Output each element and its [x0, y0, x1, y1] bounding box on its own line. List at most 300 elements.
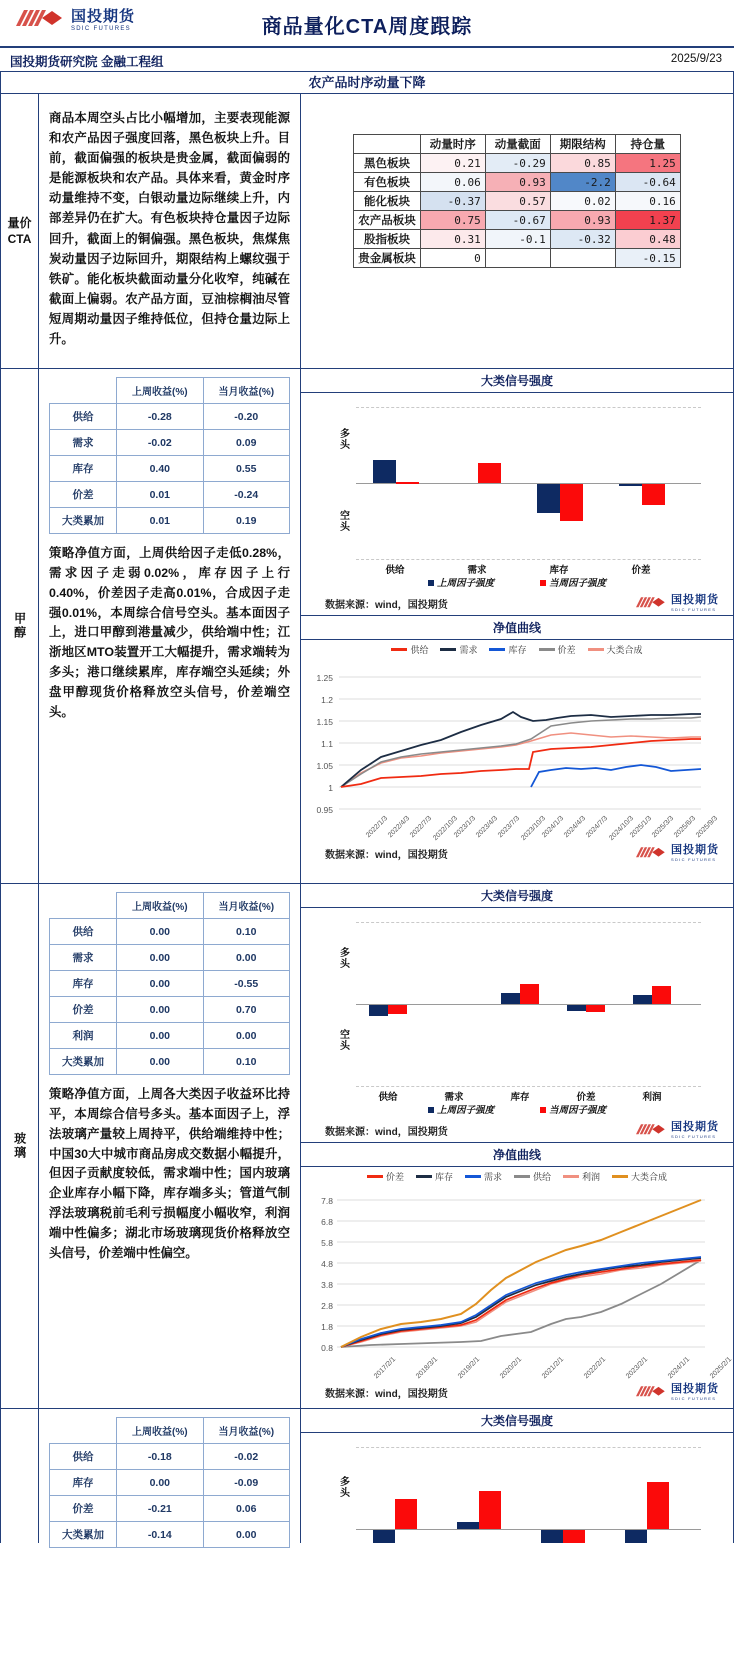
logo-mark-icon [634, 1123, 668, 1138]
methanol-line-chart [301, 640, 733, 865]
bar-prev-0 [369, 1005, 388, 1016]
mini-logo [634, 845, 719, 862]
perf-thismonth-2: 0.06 [203, 1496, 289, 1522]
perf-lastweek-3: -0.14 [117, 1522, 203, 1548]
glass-line-legend [301, 1167, 733, 1184]
table-header-row [50, 1418, 290, 1444]
xtick-3: 2020/2/1 [498, 1356, 524, 1381]
perf-thismonth-3: 0.70 [203, 997, 289, 1023]
report-subheader [0, 48, 734, 72]
bar-prev-1 [457, 1522, 479, 1529]
mini-logo-name: 国投期货 [671, 1121, 719, 1133]
line-legend-label-3: 供给 [533, 1172, 552, 1182]
department-label: 国投期货研究院 金融工程组 [10, 55, 164, 69]
line-legend-2 [489, 643, 526, 656]
perf-lastweek-3: 0.01 [117, 482, 203, 508]
section-methanol [0, 369, 734, 884]
line-legend-label-2: 需求 [483, 1172, 502, 1182]
methanol-bar-plot [311, 393, 723, 576]
matrix-col-3: 持仓量 [615, 135, 680, 154]
matrix-row-label-3: 农产品板块 [354, 211, 421, 230]
logo-mark-icon [634, 1385, 668, 1400]
ytick-3.8: 3.8 [321, 1280, 333, 1290]
bar-cur-2 [520, 984, 539, 1004]
mini-logo-name-en: SDIC FUTURES [671, 1396, 717, 1401]
matrix-cell-5-0: 0 [420, 249, 485, 268]
methanol-performance-table [49, 377, 290, 534]
axis-label-long: 多头 [340, 948, 350, 970]
bar-cur-1 [478, 463, 501, 483]
methanol-line-source: 数据来源：wind，国投期货 [325, 850, 448, 861]
section-price-volume-cta [0, 94, 734, 369]
xtick-12: 2025/1/3 [628, 815, 654, 840]
table-row [50, 1522, 290, 1548]
xtick-13: 2025/3/3 [650, 815, 676, 840]
bar-cur-2 [560, 484, 583, 521]
ytick-1.2: 1.2 [321, 695, 333, 705]
legend-label-prev: 上周因子强度 [436, 578, 494, 589]
matrix-cell-1-1: 0.93 [485, 173, 550, 192]
matrix-cell-0-1: -0.29 [485, 154, 550, 173]
line-legend-1 [440, 643, 477, 656]
xtick-0: 2022/1/3 [364, 815, 390, 840]
glass-line-chart-title: 净值曲线 [301, 1142, 733, 1167]
legend-label-cur: 当周因子强度 [549, 1105, 607, 1116]
table-header-row [50, 378, 290, 404]
line-legend-0 [367, 1170, 404, 1183]
table-row [50, 508, 290, 534]
matrix-cell-4-2: -0.32 [550, 230, 615, 249]
xtick-6: 2023/2/1 [624, 1356, 650, 1381]
methanol-line-plot [301, 657, 733, 842]
table-row [50, 945, 290, 971]
perf-lastweek-4: 0.00 [117, 1023, 203, 1049]
perf-thismonth-3: -0.24 [203, 482, 289, 508]
xtick-5: 2023/4/3 [474, 815, 500, 840]
mini-logo [634, 595, 719, 612]
line-legend-3 [514, 1170, 551, 1183]
xtick-1: 2022/4/3 [386, 815, 412, 840]
line-legend-4 [563, 1170, 600, 1183]
ytick-5.8: 5.8 [321, 1238, 333, 1248]
matrix-row-label-5: 贵金属板块 [354, 249, 421, 268]
matrix-row-label-0: 黑色板块 [354, 154, 421, 173]
perf-row-label-1: 需求 [50, 945, 117, 971]
glass-bar-chart [301, 908, 733, 1120]
matrix-cell-2-0: -0.37 [420, 192, 485, 211]
perf-thismonth-4: 0.00 [203, 1023, 289, 1049]
matrix-row-label-2: 能化板块 [354, 192, 421, 211]
table-header-row [50, 893, 290, 919]
matrix-cell-0-2: 0.85 [550, 154, 615, 173]
legend-item-cur [540, 1102, 606, 1116]
legend-item-prev [428, 575, 494, 589]
perf-lastweek-5: 0.00 [117, 1049, 203, 1075]
rail-text-cta: 量价CTA [7, 215, 32, 246]
axis-label-long: 多头 [340, 429, 350, 451]
xtick-6: 2023/7/3 [496, 815, 522, 840]
ytick-4.8: 4.8 [321, 1259, 333, 1269]
matrix-cell-3-3: 1.37 [615, 211, 680, 230]
bar-category-0: 供给 [378, 1092, 398, 1103]
line-legend-label-5: 大类合成 [631, 1172, 668, 1182]
xtick-0: 2017/2/1 [372, 1356, 398, 1381]
table-row [50, 404, 290, 430]
perf-lastweek-4: 0.01 [117, 508, 203, 534]
perf-lastweek-2: 0.40 [117, 456, 203, 482]
methanol-bar-chart [301, 393, 733, 593]
perf-lastweek-1: 0.00 [117, 945, 203, 971]
line-legend-5 [612, 1170, 667, 1183]
bar-cur-2 [563, 1530, 585, 1543]
section-rail-label [1, 94, 39, 368]
matrix-cell-1-0: 0.06 [420, 173, 485, 192]
matrix-cell-5-1 [485, 249, 550, 268]
ytick-1.15: 1.15 [316, 717, 333, 727]
ytick-6.8: 6.8 [321, 1217, 333, 1227]
line-legend-label-3: 价差 [557, 645, 576, 655]
bar-category-3: 价差 [631, 565, 651, 576]
headline-banner: 农产品时序动量下降 [0, 72, 734, 94]
xtick-1: 2018/3/1 [414, 1356, 440, 1381]
matrix-corner-cell [354, 135, 421, 154]
matrix-row-label-1: 有色板块 [354, 173, 421, 192]
bar-category-1: 需求 [444, 1092, 464, 1103]
factor-matrix-table [353, 134, 681, 268]
xtick-3: 2022/10/3 [432, 815, 460, 842]
glass-bar-chart-title: 大类信号强度 [301, 884, 733, 908]
perf-row-label-3: 大类累加 [50, 1522, 117, 1548]
perf-row-label-2: 价差 [50, 1496, 117, 1522]
perf-thismonth-3: 0.00 [203, 1522, 289, 1548]
table-row [50, 1470, 290, 1496]
methanol-perf-wrap [39, 369, 300, 538]
third-right-column [301, 1409, 733, 1543]
rail-text-glass: 玻璃 [12, 1132, 27, 1160]
bar-prev-4 [633, 995, 652, 1004]
perf-row-label-2: 库存 [50, 456, 117, 482]
bar-cur-4 [652, 986, 671, 1004]
logo-mark-icon [634, 596, 668, 611]
perf-row-label-1: 库存 [50, 1470, 117, 1496]
perf-thismonth-0: 0.10 [203, 919, 289, 945]
perf-lastweek-2: 0.00 [117, 971, 203, 997]
table-row [50, 971, 290, 997]
axis-label-short: 空头 [340, 511, 350, 533]
matrix-cell-2-3: 0.16 [615, 192, 680, 211]
matrix-cell-5-3: -0.15 [615, 249, 680, 268]
third-bar-chart-title: 大类信号强度 [301, 1409, 733, 1433]
matrix-cell-5-2 [550, 249, 615, 268]
xtick-8: 2025/2/1 [708, 1356, 734, 1381]
third-perf-wrap [39, 1409, 300, 1552]
matrix-row-label-4: 股指板块 [354, 230, 421, 249]
bar-category-3: 价差 [576, 1092, 596, 1103]
page-title: 商品量化CTA周度跟踪 [261, 16, 473, 38]
line-legend-3 [539, 643, 576, 656]
perf-col-last-week: 上周收益(%) [117, 378, 203, 404]
mini-logo-name: 国投期货 [671, 844, 719, 856]
factor-matrix-panel [301, 94, 733, 368]
glass-bar-source-row [301, 1120, 733, 1142]
bar-cur-0 [396, 482, 419, 484]
glass-line-svg [301, 1184, 717, 1366]
line-legend-label-2: 库存 [508, 645, 527, 655]
glass-bar-legend [301, 1102, 733, 1116]
matrix-cell-0-3: 1.25 [615, 154, 680, 173]
ytick-0.8: 0.8 [321, 1343, 333, 1353]
perf-col-last-week: 上周收益(%) [117, 1418, 203, 1444]
xtick-5: 2022/2/1 [582, 1356, 608, 1381]
bar-category-1: 需求 [467, 565, 487, 576]
perf-col-this-month: 当月收益(%) [203, 893, 289, 919]
perf-thismonth-0: -0.02 [203, 1444, 289, 1470]
mini-logo-name-en: SDIC FUTURES [671, 1134, 717, 1139]
table-row [354, 230, 681, 249]
bar-cur-0 [395, 1499, 417, 1529]
perf-row-label-0: 供给 [50, 404, 117, 430]
bar-zero-axis [356, 1004, 701, 1005]
perf-lastweek-0: 0.00 [117, 919, 203, 945]
xtick-2: 2022/7/3 [408, 815, 434, 840]
table-row [50, 1049, 290, 1075]
line-legend-label-1: 需求 [459, 645, 478, 655]
perf-thismonth-1: -0.09 [203, 1470, 289, 1496]
xtick-7: 2023/10/3 [520, 815, 548, 842]
perf-row-label-3: 价差 [50, 997, 117, 1023]
line-legend-label-0: 供给 [410, 645, 429, 655]
line-legend-label-4: 大类合成 [606, 645, 643, 655]
table-row [354, 192, 681, 211]
ytick-1.05: 1.05 [316, 761, 333, 771]
perf-thismonth-1: 0.09 [203, 430, 289, 456]
legend-item-cur [540, 575, 606, 589]
perf-thismonth-4: 0.19 [203, 508, 289, 534]
perf-lastweek-1: -0.02 [117, 430, 203, 456]
bar-bottom-gridline [356, 1086, 701, 1087]
xtick-15: 2025/9/3 [694, 815, 720, 840]
bar-prev-3 [625, 1530, 647, 1543]
methanol-commentary-text: 策略净值方面，上周供给因子走低0.28%，需求因子走弱0.02%，库存因子上行0.40%，价差因子走高0.01%，合成因子走强0.01%，本周综合信号空头。基本面因子上，进口甲醇到港量减少，供给端中性；江浙地区MTO装置开工大幅提升，需求端转为多头；港口继续累库，库存端空头延续；外盘甲醇现货价格释放空头信号，价差端空头。 [49, 546, 290, 719]
matrix-cell-0-0: 0.21 [420, 154, 485, 173]
glass-commentary [39, 1079, 300, 1408]
methanol-line-source-row [301, 843, 733, 865]
line-legend-label-0: 价差 [385, 1172, 404, 1182]
perf-col-this-month: 当月收益(%) [203, 378, 289, 404]
xtick-9: 2024/4/3 [562, 815, 588, 840]
ytick-7.8: 7.8 [321, 1196, 333, 1206]
methanol-left-column [39, 369, 301, 883]
axis-label-long: 多头 [340, 1477, 350, 1499]
bar-top-gridline [356, 922, 701, 923]
matrix-cell-3-0: 0.75 [420, 211, 485, 230]
section-rail-third [1, 1409, 39, 1543]
mini-logo [634, 1384, 719, 1401]
bar-prev-0 [373, 1530, 395, 1543]
mini-logo-name: 国投期货 [671, 1383, 719, 1395]
bar-cur-3 [647, 1482, 669, 1529]
matrix-cell-3-1: -0.67 [485, 211, 550, 230]
bar-category-4: 利润 [642, 1092, 662, 1103]
bar-cur-0 [388, 1005, 407, 1014]
table-row [354, 211, 681, 230]
glass-line-source: 数据来源：wind，国投期货 [325, 1389, 448, 1400]
ytick-1.25: 1.25 [316, 673, 333, 683]
bar-zero-axis [356, 1529, 701, 1530]
bar-prev-3 [619, 484, 642, 486]
table-row [50, 430, 290, 456]
report-header [0, 0, 734, 48]
line-legend-4 [588, 643, 643, 656]
perf-corner-cell [50, 893, 117, 919]
table-row [50, 1023, 290, 1049]
xtick-14: 2025/6/3 [672, 815, 698, 840]
legend-label-cur: 当周因子强度 [549, 578, 607, 589]
bar-cur-3 [642, 484, 665, 505]
methanol-right-column [301, 369, 733, 883]
rail-text-methanol: 甲醇 [12, 612, 27, 640]
section-rail-methanol [1, 369, 39, 883]
methanol-bar-source-row [301, 593, 733, 615]
perf-col-last-week: 上周收益(%) [117, 893, 203, 919]
perf-col-this-month: 当月收益(%) [203, 1418, 289, 1444]
perf-corner-cell [50, 378, 117, 404]
bar-prev-3 [567, 1005, 586, 1011]
ytick-0.95: 0.95 [316, 805, 333, 815]
ytick-1: 1 [328, 783, 333, 793]
bar-prev-2 [541, 1530, 563, 1543]
perf-lastweek-0: -0.28 [117, 404, 203, 430]
logo-company-name-en: SDIC FUTURES [71, 25, 131, 32]
perf-thismonth-5: 0.10 [203, 1049, 289, 1075]
methanol-bar-chart-title: 大类信号强度 [301, 369, 733, 393]
perf-thismonth-0: -0.20 [203, 404, 289, 430]
table-row [354, 154, 681, 173]
matrix-col-2: 期限结构 [550, 135, 615, 154]
matrix-col-0: 动量时序 [420, 135, 485, 154]
mini-logo-name-en: SDIC FUTURES [671, 607, 717, 612]
bar-category-2: 库存 [549, 565, 569, 576]
bar-top-gridline [356, 407, 701, 408]
report-date: 2025/9/23 [670, 53, 722, 65]
bar-category-0: 供给 [385, 565, 405, 576]
third-left-column [39, 1409, 301, 1543]
perf-row-label-3: 价差 [50, 482, 117, 508]
table-row [50, 1444, 290, 1470]
xtick-8: 2024/1/3 [540, 815, 566, 840]
perf-row-label-0: 供给 [50, 1444, 117, 1470]
matrix-cell-3-2: 0.93 [550, 211, 615, 230]
third-bar-plot [311, 1433, 723, 1543]
axis-label-short: 空头 [340, 1030, 350, 1052]
matrix-cell-4-3: 0.48 [615, 230, 680, 249]
bar-prev-0 [373, 460, 396, 483]
glass-bar-source: 数据来源：wind，国投期货 [325, 1127, 448, 1138]
ytick-1.8: 1.8 [321, 1322, 333, 1332]
perf-thismonth-1: 0.00 [203, 945, 289, 971]
line-legend-label-1: 库存 [434, 1172, 453, 1182]
mini-logo [634, 1122, 719, 1139]
bar-prev-2 [537, 484, 560, 513]
line-legend-2 [465, 1170, 502, 1183]
cta-commentary [39, 94, 301, 368]
glass-line-source-row [301, 1382, 733, 1404]
table-row [50, 456, 290, 482]
logo-company-name: 国投期货 [71, 7, 136, 25]
ytick-1.1: 1.1 [321, 739, 333, 749]
methanol-bar-legend [301, 575, 733, 589]
xtick-2: 2019/2/1 [456, 1356, 482, 1381]
bar-category-2: 库存 [510, 1092, 530, 1103]
line-legend-0 [391, 643, 428, 656]
matrix-col-1: 动量截面 [485, 135, 550, 154]
bar-cur-1 [479, 1491, 501, 1529]
glass-commentary-text: 策略净值方面，上周各大类因子收益环比持平，本周综合信号多头。基本面因子上，浮法玻璃产量较上周持平，供给端维持中性；中国30大中城市商品房成交数据小幅提升，但因子贡献度较低，需求端中性；国内玻璃企业库存小幅下降，库存端多头；管道气制浮法玻璃税前毛利亏损幅度小幅收窄，利润端中性偏多；湖北市场玻璃现货价格释放空头信号，价差端中性偏空。 [49, 1087, 290, 1260]
glass-right-column [301, 884, 733, 1408]
perf-row-label-1: 需求 [50, 430, 117, 456]
methanol-line-legend [301, 640, 733, 657]
perf-row-label-2: 库存 [50, 971, 117, 997]
table-row [50, 482, 290, 508]
bar-top-gridline [356, 1447, 701, 1448]
methanol-line-chart-title: 净值曲线 [301, 615, 733, 640]
table-row [354, 249, 681, 268]
xtick-4: 2023/1/3 [452, 815, 478, 840]
perf-lastweek-3: 0.00 [117, 997, 203, 1023]
line-legend-1 [416, 1170, 453, 1183]
xtick-7: 2024/1/1 [666, 1356, 692, 1381]
bar-cur-3 [586, 1005, 605, 1012]
methanol-line-svg [301, 657, 717, 825]
perf-lastweek-0: -0.18 [117, 1444, 203, 1470]
mini-logo-name: 国投期货 [671, 594, 719, 606]
table-row [50, 1496, 290, 1522]
perf-row-label-0: 供给 [50, 919, 117, 945]
table-row [50, 997, 290, 1023]
perf-thismonth-2: 0.55 [203, 456, 289, 482]
perf-thismonth-2: -0.55 [203, 971, 289, 997]
matrix-cell-1-3: -0.64 [615, 173, 680, 192]
table-row [50, 919, 290, 945]
methanol-commentary [39, 538, 300, 883]
bar-prev-2 [501, 993, 520, 1004]
perf-row-label-5: 大类累加 [50, 1049, 117, 1075]
perf-row-label-4: 利润 [50, 1023, 117, 1049]
xtick-4: 2021/2/1 [540, 1356, 566, 1381]
perf-corner-cell [50, 1418, 117, 1444]
section-glass [0, 884, 734, 1409]
xtick-10: 2024/7/3 [584, 815, 610, 840]
cta-commentary-text: 商品本周空头占比小幅增加，主要表现能源和农产品因子强度回落，黑色板块上升。目前，截面偏强的板块是贵金属，截面偏弱的是能源板块和农产品。具体来看，黄金时序动量维持不变，白银动量边际继续上升，内部差异仍在扩大。有色板块持仓量因子边际回升，截面上的铜偏强。黑色板块，焦煤焦炭动量因子边际回升，期限结构上螺纹强于铁矿。能化板块截面动量分化收窄，纯碱在截面上偏弱。农产品方面，豆油棕榈油尽管短周期动量因子维持低位，但持仓量边际上升。 [49, 111, 290, 347]
matrix-cell-2-1: 0.57 [485, 192, 550, 211]
xtick-11: 2024/10/3 [608, 815, 636, 842]
glass-line-chart [301, 1167, 733, 1404]
glass-bar-plot [311, 908, 723, 1103]
legend-item-prev [428, 1102, 494, 1116]
section-third-commodity [0, 1409, 734, 1543]
glass-left-column [39, 884, 301, 1408]
matrix-cell-2-2: 0.02 [550, 192, 615, 211]
methanol-bar-source: 数据来源：wind，国投期货 [325, 600, 448, 611]
legend-label-prev: 上周因子强度 [436, 1105, 494, 1116]
bar-bottom-gridline [356, 559, 701, 560]
perf-lastweek-1: 0.00 [117, 1470, 203, 1496]
glass-line-plot [301, 1184, 734, 1381]
perf-row-label-4: 大类累加 [50, 508, 117, 534]
ytick-2.8: 2.8 [321, 1301, 333, 1311]
glass-perf-wrap [39, 884, 300, 1079]
table-header-row [354, 135, 681, 154]
